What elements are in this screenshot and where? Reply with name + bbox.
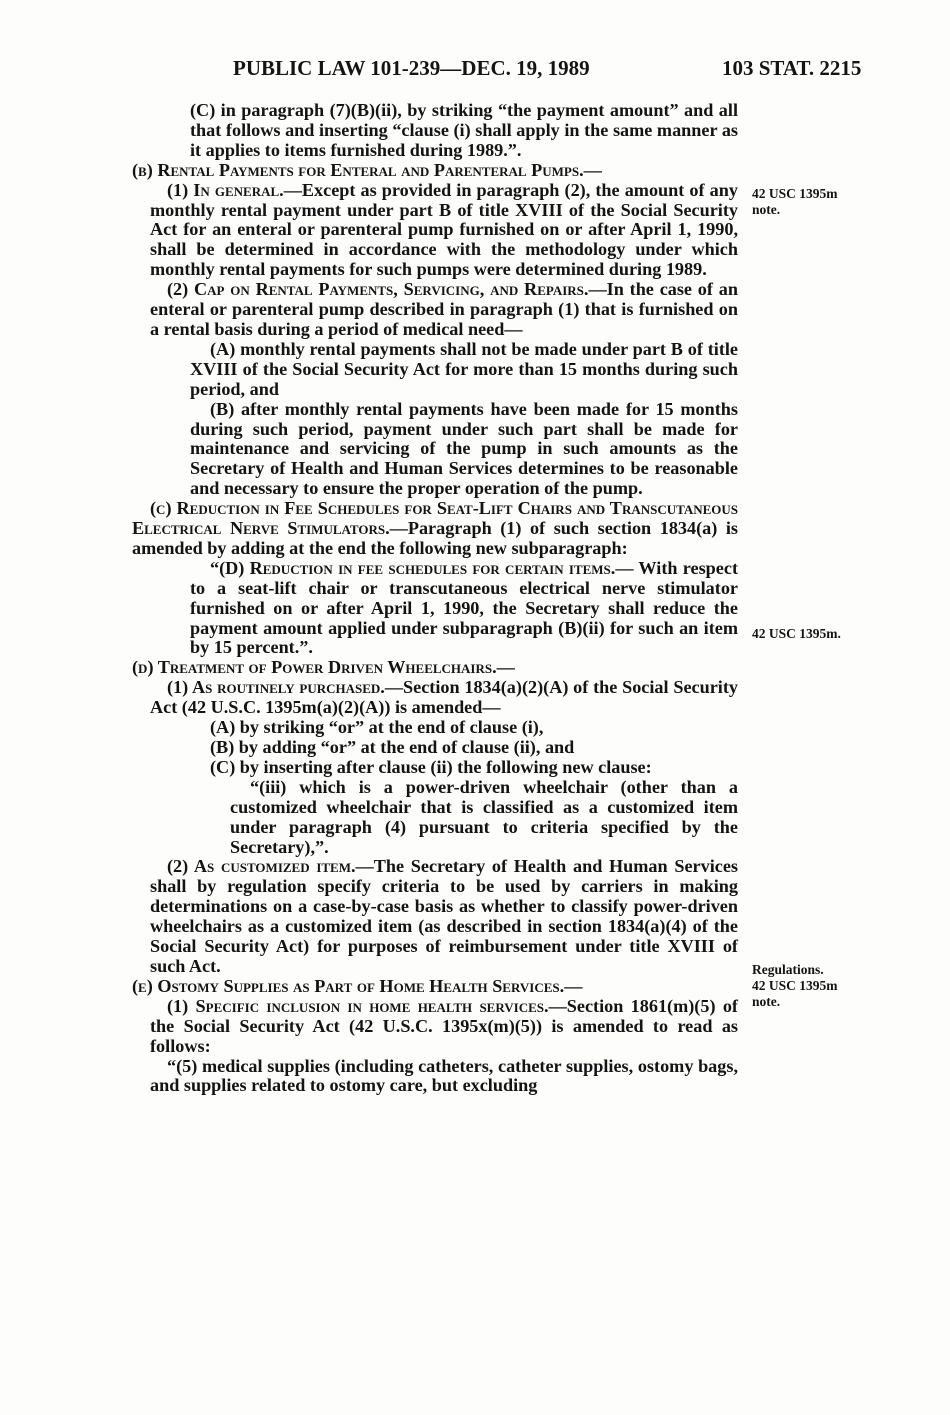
page-header xyxy=(0,56,950,86)
margin-note-1-line-2: note. xyxy=(752,202,781,217)
subsection-d-heading xyxy=(132,658,738,678)
subsection-b-paragraph-1 xyxy=(150,181,738,281)
paragraph-2-heading: (2) Cap on Rental Payments, Servicing, and Repairs. xyxy=(167,279,589,300)
margin-note-2-line-1: 42 USC 1395m. xyxy=(752,626,841,641)
statute-body xyxy=(132,100,738,1096)
paragraph-e1-text: —Section 1861(m)(5) of the Social Security Act (42 U.S.C. 1395x(m)(5)) is amended to read as follows: xyxy=(150,995,738,1056)
subparagraph-d-text: — With respect to a seat-lift chair or transcutaneous electrical nerve stimulator furnished on or after April 1, 1990, the Secretary shall reduce the payment amount applied under subparagraph (B)(ii) for such an item by 15 percent.”. xyxy=(190,557,738,658)
paragraph-c-clause: (C) in paragraph (7)(B)(ii), by striking “the payment amount” and all that follows and inserting “clause (i) shall apply in the same manner as it applies to items furnished during 1989.”. xyxy=(190,100,738,160)
margin-note-3-line-2: 42 USC 1395m xyxy=(752,978,838,993)
paragraph-2-text: —In the case of an enteral or parenteral pump described in paragraph (1) that is furnished on a rental basis during a period of medical need— xyxy=(150,279,738,339)
stat-page-reference: 103 STAT. 2215 xyxy=(722,56,862,80)
subsection-c-text: —Paragraph (1) of such section 1834(a) is amended by adding at the end the following new subparagraph: xyxy=(132,518,738,558)
paragraph-1-text: —Except as provided in paragraph (2), the amount of any monthly rental payment under part B of title XVIII of the Social Security Act for an enteral or parenteral pump furnished on or after April 1, 1990, shall be determined in accordance with the methodology under which monthly rental payments for such pumps were determined during 1989. xyxy=(150,179,738,280)
new-clause-iii: “(iii) which is a power-driven wheelchair (other than a customized wheelchair that is classified as a customized item under paragraph (4) pursuant to criteria specified by the Secretary),”. xyxy=(230,776,738,857)
subparagraph-d-heading: “(D) Reduction in fee schedules for certain items. xyxy=(210,557,616,578)
amendment-c: (C) by inserting after clause (ii) the following new clause: xyxy=(210,756,652,777)
paragraph-d1-heading: (1) As routinely purchased. xyxy=(167,677,385,698)
amendment-a: (A) by striking “or” at the end of clause (i), xyxy=(210,717,544,738)
subsection-b-paragraph-2 xyxy=(150,280,738,340)
subsection-e-title: (e) Ostomy Supplies as Part of Home Health Services.— xyxy=(132,975,583,996)
subparagraph-b: (B) after monthly rental payments have been made for 15 months during such period, payment under such part shall be made for maintenance and servicing of the pump in such amounts as the Secretary of Health and Human Services determines to be reasonable and necessary to ensure the proper operation of the pump. xyxy=(190,398,738,499)
margin-note-2 xyxy=(752,626,841,642)
subsection-d-paragraph-1 xyxy=(150,678,738,718)
margin-note-3-line-1: Regulations. xyxy=(752,962,824,977)
paragraph-d2-heading: (2) As customized item. xyxy=(167,856,356,877)
margin-note-1 xyxy=(752,186,838,218)
subsection-c-heading: (c) Reduction in Fee Schedules for Seat-Lift Chairs and Transcutaneous Electrical Nerve Stimulators. xyxy=(132,498,738,539)
subsection-b-title: (b) Rental Payments for Enteral and Parenteral Pumps.— xyxy=(132,159,602,180)
subsection-b-heading xyxy=(132,161,738,181)
subsection-e-heading xyxy=(132,977,738,997)
margin-note-3-line-3: note. xyxy=(752,994,781,1009)
amendment-b: (B) by adding “or” at the end of clause (ii), and xyxy=(210,737,575,757)
subparagraph-a: (A) monthly rental payments shall not be made under part B of title XVIII of the Social Security Act for more than 15 months during such period, and xyxy=(190,338,738,399)
paragraph-d2-text: —The Secretary of Health and Human Services shall by regulation specify criteria to be used by carriers in making determinations on a case-by-case basis as whether to classify power-driven wheelchairs as a customized item (as described in section 1834(a)(4) of the Social Security Act) for purposes of reimbursement under title XVIII of such Act. xyxy=(150,856,738,976)
paragraph-1-heading: (1) In general. xyxy=(167,179,284,200)
margin-note-1-line-1: 42 USC 1395m xyxy=(752,186,838,201)
margin-note-3 xyxy=(752,962,838,1010)
paragraph-e1-heading: (1) Specific inclusion in home health services. xyxy=(167,995,549,1016)
subsection-c xyxy=(132,499,738,559)
amended-text-5: “(5) medical supplies (including catheters, catheter supplies, ostomy bags, and supplies related to ostomy care, but excluding xyxy=(150,1055,738,1096)
subsection-d-paragraph-2 xyxy=(150,857,738,976)
paragraph-d1-text: —Section 1834(a)(2)(A) of the Social Security Act (42 U.S.C. 1395m(a)(2)(A)) is amended— xyxy=(150,677,738,718)
running-title: PUBLIC LAW 101-239—DEC. 19, 1989 xyxy=(233,56,590,80)
new-subparagraph-d xyxy=(190,559,738,659)
subsection-d-title: (d) Treatment of Power Driven Wheelchairs.— xyxy=(132,657,515,678)
subsection-e-paragraph-1 xyxy=(150,997,738,1057)
